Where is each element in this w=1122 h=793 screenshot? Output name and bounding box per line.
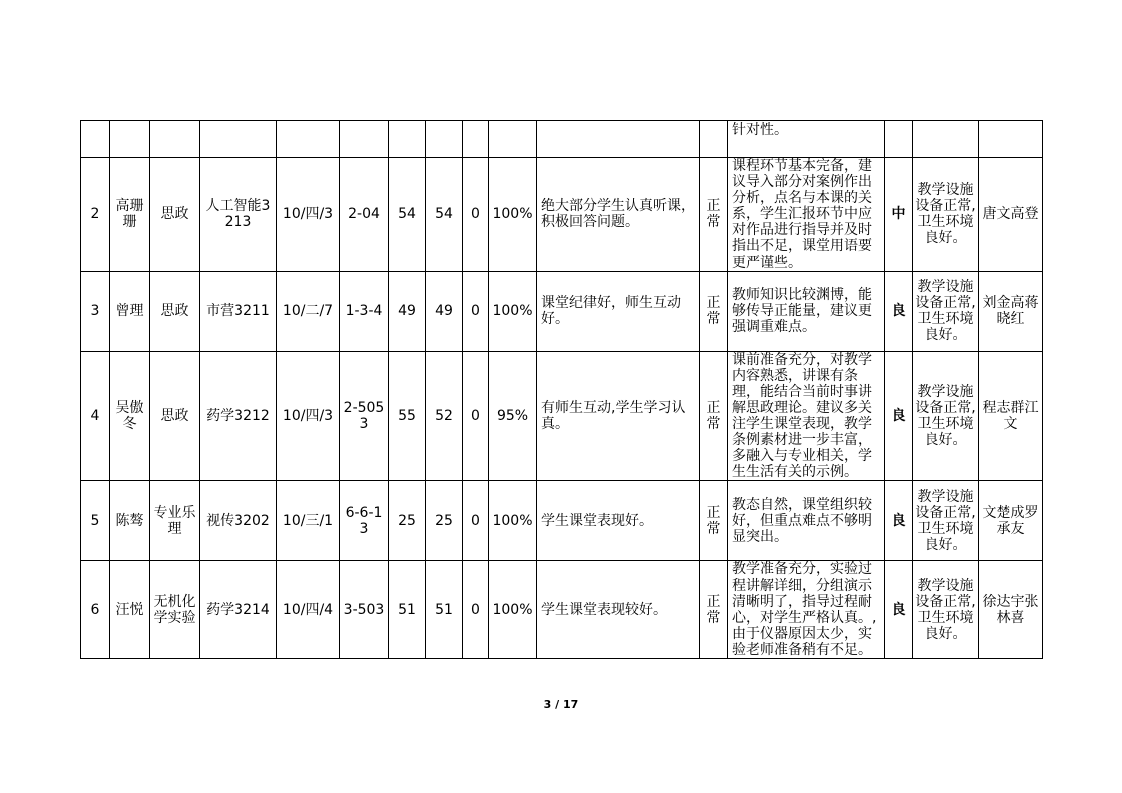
grade-cell: 良 — [885, 481, 913, 561]
comment-cell: 教态自然，课堂组织较好，但重点难点不够明显突出。 — [728, 481, 885, 561]
comment-cell: 课前准备充分，对教学内容熟悉，讲课有条理，能结合当前时事讲解思政理论。建议多关注学生课堂表现，教学条例素材进一步丰富，多融入与专业相关，学生生活有关的示例。 — [728, 351, 885, 481]
comment-cell: 针对性。 — [728, 121, 885, 158]
grade-cell: 良 — [885, 351, 913, 481]
expected-cell: 25 — [389, 481, 426, 561]
order-cell: 正常 — [700, 351, 728, 481]
course-cell: 思政 — [150, 158, 200, 272]
expected-cell: 51 — [389, 561, 426, 659]
teacher-cell: 汪悦 — [110, 561, 150, 659]
order-cell: 正常 — [700, 271, 728, 351]
actual-cell: 49 — [426, 271, 463, 351]
absent-cell: 0 — [463, 561, 489, 659]
actual-cell: 54 — [426, 158, 463, 272]
student-state-cell: 学生课堂表现好。 — [537, 481, 700, 561]
class-cell: 药学3212 — [200, 351, 277, 481]
row-number: 4 — [81, 351, 110, 481]
table-row — [81, 351, 1043, 481]
row-number: 6 — [81, 561, 110, 659]
actual-cell: 52 — [426, 351, 463, 481]
date-cell: 10/四/3 — [277, 158, 340, 272]
room-cell: 6-6-13 — [340, 481, 389, 561]
row-number: 5 — [81, 481, 110, 561]
course-cell: 思政 — [150, 271, 200, 351]
absent-cell: 0 — [463, 351, 489, 481]
facility-cell: 教学设施设备正常,卫生环境良好。 — [913, 481, 979, 561]
table-row-partial — [81, 121, 1043, 158]
inspectors-cell: 文楚成罗承友 — [979, 481, 1043, 561]
comment-cell: 教学准备充分，实验过程讲解详细，分组演示清晰明了，指导过程耐心，对学生严格认真。,由于仪器原因太少，实验老师准备稍有不足。 — [728, 561, 885, 659]
order-cell: 正常 — [700, 561, 728, 659]
inspectors-cell: 唐文高登 — [979, 158, 1043, 272]
table-row — [81, 561, 1043, 659]
table-row — [81, 481, 1043, 561]
row-number: 3 — [81, 271, 110, 351]
course-cell: 专业乐理 — [150, 481, 200, 561]
table-row — [81, 271, 1043, 351]
actual-cell: 51 — [426, 561, 463, 659]
comment-cell: 教师知识比较渊博，能够传导正能量，建议更强调重难点。 — [728, 271, 885, 351]
date-cell: 10/二/7 — [277, 271, 340, 351]
student-state-cell: 课堂纪律好，师生互动好。 — [537, 271, 700, 351]
comment-cell: 课程环节基本完备，建议导入部分对案例作出分析，点名与本课的关系，学生汇报环节中应对作品进行指导并及时指出不足，课堂用语要更严谨些。 — [728, 158, 885, 272]
course-cell: 无机化学实验 — [150, 561, 200, 659]
expected-cell: 54 — [389, 158, 426, 272]
row-number: 2 — [81, 158, 110, 272]
class-cell: 药学3214 — [200, 561, 277, 659]
order-cell: 正常 — [700, 481, 728, 561]
teacher-cell: 陈骜 — [110, 481, 150, 561]
absent-cell: 0 — [463, 481, 489, 561]
course-cell: 思政 — [150, 351, 200, 481]
teacher-cell: 曾理 — [110, 271, 150, 351]
grade-cell: 良 — [885, 271, 913, 351]
student-state-cell: 有师生互动,学生学习认真。 — [537, 351, 700, 481]
date-cell: 10/四/4 — [277, 561, 340, 659]
room-cell: 3-503 — [340, 561, 389, 659]
rate-cell: 100% — [489, 561, 537, 659]
student-state-cell: 绝大部分学生认真听课，积极回答问题。 — [537, 158, 700, 272]
class-cell: 视传3202 — [200, 481, 277, 561]
actual-cell: 25 — [426, 481, 463, 561]
class-cell: 市营3211 — [200, 271, 277, 351]
inspection-table — [80, 120, 1043, 659]
order-cell: 正常 — [700, 158, 728, 272]
inspectors-cell: 程志群江文 — [979, 351, 1043, 481]
expected-cell: 49 — [389, 271, 426, 351]
student-state-cell: 学生课堂表现较好。 — [537, 561, 700, 659]
page-number: 3 / 17 — [543, 698, 579, 711]
rate-cell: 100% — [489, 271, 537, 351]
facility-cell: 教学设施设备正常,卫生环境良好。 — [913, 158, 979, 272]
absent-cell: 0 — [463, 158, 489, 272]
absent-cell: 0 — [463, 271, 489, 351]
class-cell: 人工智能3213 — [200, 158, 277, 272]
rate-cell: 95% — [489, 351, 537, 481]
teacher-cell: 吴傲冬 — [110, 351, 150, 481]
room-cell: 2-5053 — [340, 351, 389, 481]
table-row — [81, 158, 1043, 272]
inspectors-cell: 刘金高蒋晓红 — [979, 271, 1043, 351]
inspectors-cell: 徐达宇张林喜 — [979, 561, 1043, 659]
rate-cell: 100% — [489, 481, 537, 561]
date-cell: 10/四/3 — [277, 351, 340, 481]
grade-cell: 中 — [885, 158, 913, 272]
date-cell: 10/三/1 — [277, 481, 340, 561]
room-cell: 2-04 — [340, 158, 389, 272]
rate-cell: 100% — [489, 158, 537, 272]
facility-cell: 教学设施设备正常,卫生环境良好。 — [913, 561, 979, 659]
grade-cell: 良 — [885, 561, 913, 659]
room-cell: 1-3-4 — [340, 271, 389, 351]
facility-cell: 教学设施设备正常,卫生环境良好。 — [913, 351, 979, 481]
expected-cell: 55 — [389, 351, 426, 481]
facility-cell: 教学设施设备正常,卫生环境良好。 — [913, 271, 979, 351]
teacher-cell: 高珊珊 — [110, 158, 150, 272]
